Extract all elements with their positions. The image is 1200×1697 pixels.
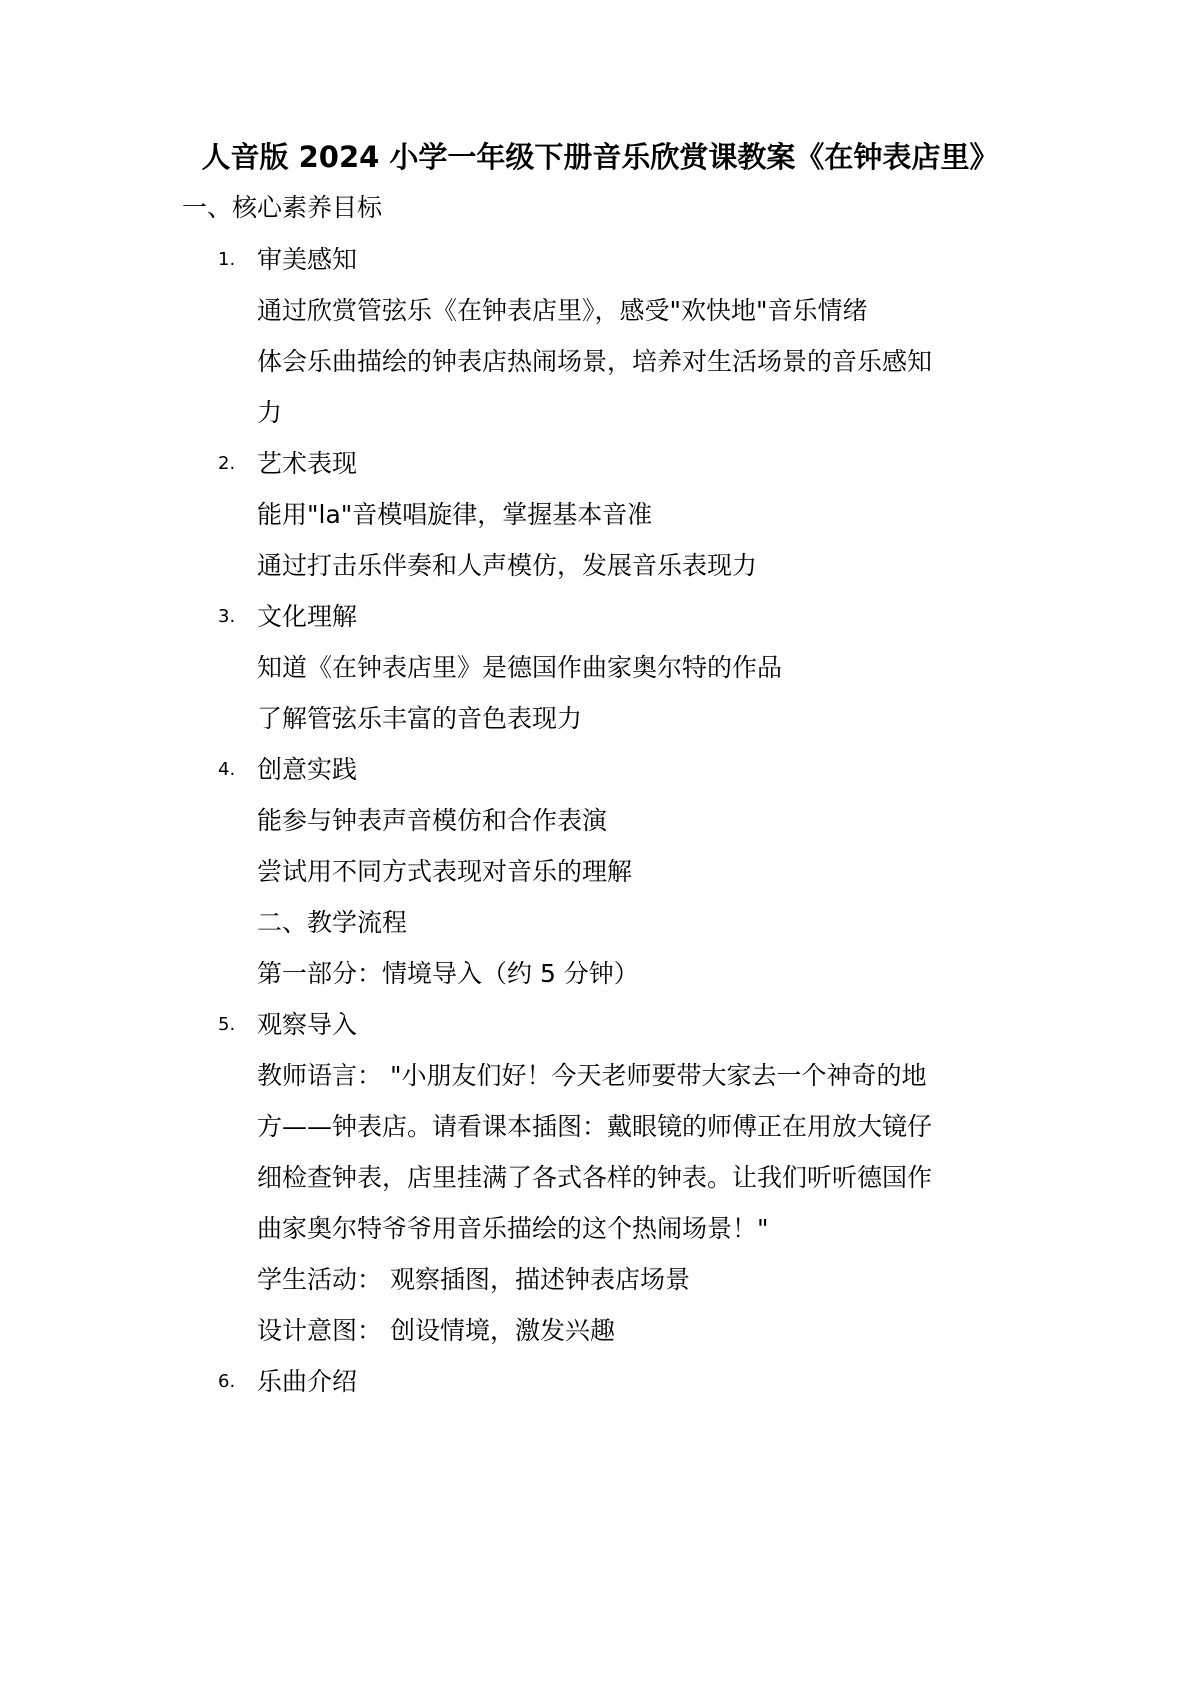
list-number: 2. [218, 453, 236, 474]
section-heading-teaching-process: 二、教学流程 [257, 908, 408, 937]
section-heading-core-goals: 一、核心素养目标 [182, 193, 383, 222]
subheading-artistic-expression: 艺术表现 [257, 449, 358, 478]
body-line: 细检查钟表，店里挂满了各式各样的钟表。让我们听听德国作 [257, 1163, 933, 1192]
body-line: 力 [257, 398, 283, 427]
subheading-cultural-understanding: 文化理解 [257, 602, 358, 631]
body-line: 方——钟表店。请看课本插图：戴眼镜的师傅正在用放大镜仔 [257, 1112, 933, 1141]
list-number: 4. [218, 759, 236, 780]
body-line: 了解管弦乐丰富的音色表现力 [257, 704, 583, 733]
list-number: 5. [218, 1014, 236, 1035]
subheading-aesthetic-perception: 审美感知 [257, 245, 358, 274]
subheading-observation-intro: 观察导入 [257, 1010, 358, 1039]
body-line: 教师语言： "小朋友们好！今天老师要带大家去一个神奇的地 [257, 1061, 927, 1090]
body-line: 尝试用不同方式表现对音乐的理解 [257, 857, 633, 886]
body-line: 能参与钟表声音模仿和合作表演 [257, 806, 608, 835]
body-line: 学生活动： 观察插图，描述钟表店场景 [257, 1265, 690, 1294]
body-line: 能用"la"音模唱旋律，掌握基本音准 [257, 500, 653, 529]
subheading-piece-introduction: 乐曲介绍 [257, 1367, 358, 1396]
list-number: 1. [218, 249, 236, 270]
part-heading: 第一部分：情境导入（约 5 分钟） [257, 959, 639, 988]
body-line: 通过欣赏管弦乐《在钟表店里》，感受"欢快地"音乐情绪 [257, 296, 868, 325]
subheading-creative-practice: 创意实践 [257, 755, 358, 784]
body-line: 知道《在钟表店里》是德国作曲家奥尔特的作品 [257, 653, 783, 682]
body-line: 设计意图： 创设情境，激发兴趣 [257, 1316, 615, 1345]
body-line: 体会乐曲描绘的钟表店热闹场景，培养对生活场景的音乐感知 [257, 347, 933, 376]
list-number: 6. [218, 1371, 236, 1392]
body-line: 曲家奥尔特爷爷用音乐描绘的这个热闹场景！" [257, 1214, 769, 1243]
document-title: 人音版 2024 小学一年级下册音乐欣赏课教案《在钟表店里》 [201, 140, 999, 174]
body-line: 通过打击乐伴奏和人声模仿，发展音乐表现力 [257, 551, 758, 580]
list-number: 3. [218, 606, 236, 627]
